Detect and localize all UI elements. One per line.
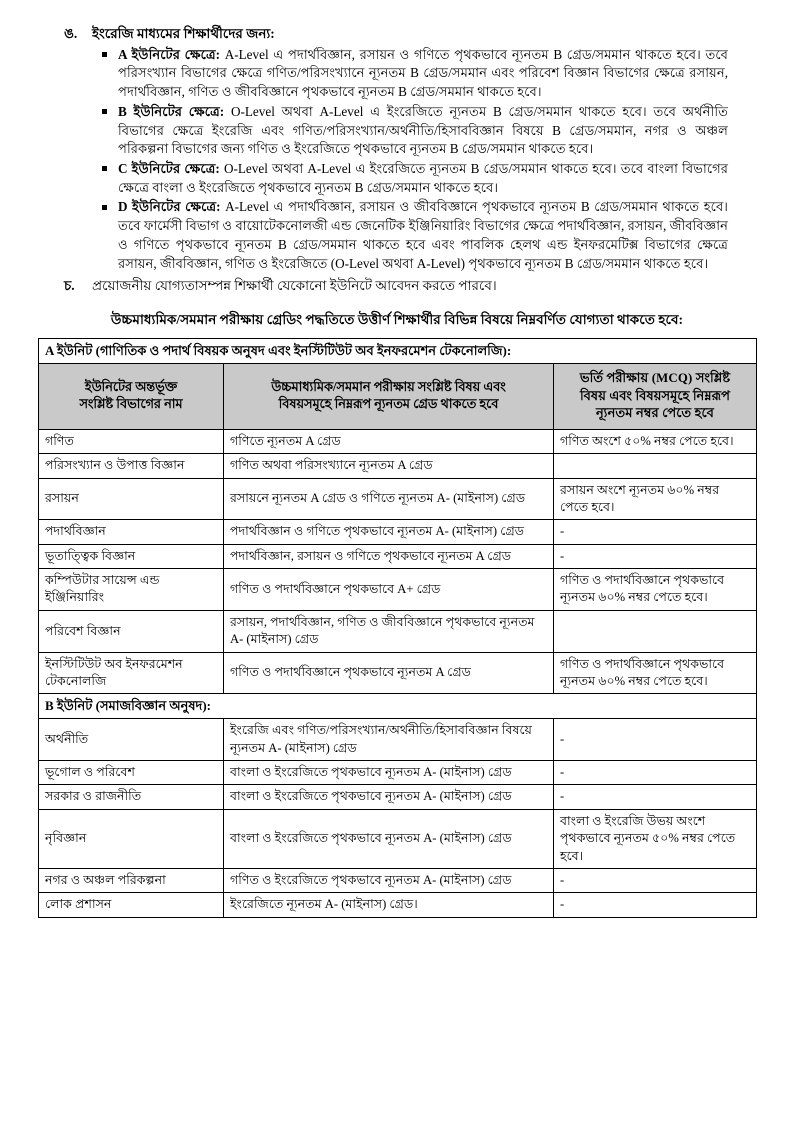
cell-department: লোক প্রশাসন	[39, 893, 224, 917]
unit-b-banner: B ইউনিট (সমাজবিজ্ঞান অনুষদ):	[39, 694, 757, 719]
unit-a-banner: A ইউনিট (গাণিতিক ও পদার্থ বিষয়ক অনুষদ এবং ইনস্টিটিউট অব ইনফরমেশন টেকনোলজি):	[39, 338, 757, 363]
cell-department: ভূগোল ও পরিবেশ	[39, 761, 224, 785]
cell-department: পরিসংখ্যান ও উপাত্ত বিজ্ঞান	[39, 454, 224, 478]
cell-mcq	[554, 454, 757, 478]
table-row	[39, 761, 757, 785]
cell-hsc: ইংরেজিতে ন্যূনতম A- (মাইনাস) গ্রেড।	[224, 893, 554, 917]
cell-department: রসায়ন	[39, 478, 224, 520]
outline-heading-1: প্রয়োজনীয় যোগ্যতাসম্পন্ন শিক্ষার্থী যেকোনো ইউনিটে আবেদন করতে পারবে।	[92, 278, 497, 294]
cell-hsc: গণিত ও পদার্থবিজ্ঞানে পৃথকভাবে ন্যূনতম A গ্রেড	[224, 652, 554, 694]
bullet-body-c: O-Level অথবা A-Level এ ইংরেজিতে ন্যূনতম B গ্রেড/সমমান থাকতে হবে। তবে বাংলা বিভাগের ক্ষেত্রে বাংলা ও ইংরেজিতে পৃথকভাবে ন্যূনতম B গ্রেড/সমমান থাকতে হবে।	[118, 160, 729, 195]
cell-mcq	[554, 610, 757, 652]
column-header-department	[39, 363, 224, 429]
table-row	[39, 544, 757, 568]
bullet-label-b: B ইউনিটের ক্ষেত্রে:	[118, 103, 225, 119]
cell-department: পরিবেশ বিজ্ঞান	[39, 610, 224, 652]
bullet-label-a: A ইউনিটের ক্ষেত্রে:	[118, 46, 221, 62]
cell-department: গণিত	[39, 429, 224, 453]
cell-hsc: গণিতে ন্যূনতম A গ্রেড	[224, 429, 554, 453]
bullet-text-a	[118, 46, 756, 102]
table-row	[39, 868, 757, 892]
eligibility-table	[38, 338, 757, 918]
cell-hsc: রসায়ন, পদার্থবিজ্ঞান, গণিত ও জীববিজ্ঞানে পৃথকভাবে ন্যূনতম A- (মাইনাস) গ্রেড	[224, 610, 554, 652]
table-row	[39, 429, 757, 453]
column-header-department-line2: সংশ্লিষ্ট বিভাগের নাম	[79, 397, 183, 412]
outline-heading-0: ইংরেজি মাধ্যমের শিক্ষার্থীদের জন্য:	[92, 26, 275, 41]
cell-hsc: বাংলা ও ইংরেজিতে পৃথকভাবে ন্যূনতম A- (মাইনাস) গ্রেড	[224, 809, 554, 868]
cell-department: কম্পিউটার সায়েন্স এন্ড ইঞ্জিনিয়ারিং	[39, 569, 224, 611]
cell-mcq: রসায়ন অংশে ন্যূনতম ৬০% নম্বর পেতে হবে।	[554, 478, 757, 520]
cell-department: পদার্থবিজ্ঞান	[39, 520, 224, 544]
bullet-body-b: O-Level অথবা A-Level এ ইংরেজিতে ন্যূনতম B গ্রেড/সমমান থাকতে হবে। তবে অর্থনীতি বিভাগের ক্ষেত্রে ইংরেজি এবং গণিত/পরিসংখ্যান/অর্থনীতি/হিসাববিজ্ঞান বিষয়ে B গ্রেড/সমমান, নগর ও অঞ্চল পরিকল্পনা বিভাগের জন্য গণিত ও ইংরেজিতে পৃথকভাবে ন্যূনতম B গ্রেড/সমমান থাকতে হবে।	[118, 103, 728, 157]
cell-hsc: বাংলা ও ইংরেজিতে পৃথকভাবে ন্যূনতম A- (মাইনাস) গ্রেড	[224, 785, 554, 809]
column-header-hsc-line2: বিষয়সমূহে নিম্নরূপ ন্যূনতম গ্রেড থাকতে হবে	[278, 397, 499, 412]
column-header-mcq-line1: ভর্তি পরীক্ষায় (MCQ) সংশ্লিষ্ট	[579, 370, 731, 385]
column-header-hsc	[224, 363, 554, 429]
square-bullet-icon	[38, 160, 118, 177]
outline-list	[38, 24, 756, 296]
list-item	[38, 198, 756, 273]
table-row	[39, 520, 757, 544]
table-row	[39, 478, 757, 520]
cell-department: ইনস্টিটিউট অব ইনফরমেশন টেকনোলজি	[39, 652, 224, 694]
bullet-text-d	[118, 198, 756, 273]
cell-hsc: গণিত ও পদার্থবিজ্ঞানে পৃথকভাবে A+ গ্রেড	[224, 569, 554, 611]
unit-b-banner-row	[39, 694, 757, 719]
column-header-mcq	[554, 363, 757, 429]
bullet-label-d: D ইউনিটের ক্ষেত্রে:	[118, 199, 221, 215]
cell-mcq: গণিত অংশে ৫০% নম্বর পেতে হবে।	[554, 429, 757, 453]
cell-mcq: -	[554, 544, 757, 568]
square-bullet-icon	[38, 103, 118, 120]
cell-hsc: বাংলা ও ইংরেজিতে পৃথকভাবে ন্যূনতম A- (মাইনাস) গ্রেড	[224, 761, 554, 785]
cell-mcq: -	[554, 719, 757, 761]
bullet-text-c	[118, 160, 756, 197]
cell-department: সরকার ও রাজনীতি	[39, 785, 224, 809]
unit-a-banner-row	[39, 338, 757, 363]
table-row	[39, 652, 757, 694]
bullet-label-c: C ইউনিটের ক্ষেত্রে:	[118, 160, 220, 176]
table-row	[39, 719, 757, 761]
cell-hsc: ইংরেজি এবং গণিত/পরিসংখ্যান/অর্থনীতি/হিসাববিজ্ঞান বিষয়ে ন্যূনতম A- (মাইনাস) গ্রেড	[224, 719, 554, 761]
cell-mcq: বাংলা ও ইংরেজি উভয় অংশে পৃথকভাবে ন্যূনতম ৫০% নম্বর পেতে হবে।	[554, 809, 757, 868]
cell-mcq: -	[554, 893, 757, 917]
column-header-mcq-line3: ন্যূনতম নম্বর পেতে হবে	[596, 406, 714, 421]
cell-hsc: পদার্থবিজ্ঞান ও গণিতে পৃথকভাবে ন্যূনতম A- (মাইনাস) গ্রেড	[224, 520, 554, 544]
list-item	[38, 160, 756, 197]
cell-hsc: রসায়নে ন্যূনতম A গ্রেড ও গণিতে ন্যূনতম A- (মাইনাস) গ্রেড	[224, 478, 554, 520]
cell-department: অর্থনীতি	[39, 719, 224, 761]
cell-department: ভূতাত্ত্বিক বিজ্ঞান	[39, 544, 224, 568]
table-header-row	[39, 363, 757, 429]
square-bullet-icon	[38, 198, 118, 215]
outline-marker-0: ঙ.	[64, 26, 78, 41]
table-row	[39, 454, 757, 478]
outline-item-0	[38, 24, 756, 44]
column-header-mcq-line2: বিষয় এবং বিষয়সমূহে নিম্নরূপ	[579, 388, 731, 403]
outline-marker-1: চ.	[64, 278, 75, 294]
bullet-body-d: A-Level এ পদার্থবিজ্ঞান, রসায়ন ও জীববিজ্ঞানে পৃথকভাবে ন্যূনতম B গ্রেড/সমমান থাকতে হবে। তবে ফার্মেসী বিভাগ ও বায়োটেকনোলজী এন্ড জেনেটিক ইঞ্জিনিয়ারিং বিভাগের ক্ষেত্রে পদার্থবিজ্ঞান, রসায়ন, জীববিজ্ঞান ও গণিতে পৃথকভাবে ন্যূনতম B গ্রেড/সমমান থাকতে হবে এবং পাবলিক হেলথ এন্ড ইনফরমেটিক্স বিভাগের ক্ষেত্রে রসায়ন, জীববিজ্ঞান, গণিত ও ইংরেজিতে (O-Level অথবা A-Level) পৃথকভাবে ন্যূনতম B গ্রেড/সমমান থাকতে হবে।	[118, 199, 729, 271]
cell-department: নগর ও অঞ্চল পরিকল্পনা	[39, 868, 224, 892]
bullet-text-b	[118, 103, 756, 159]
cell-mcq: -	[554, 868, 757, 892]
square-bullet-icon	[38, 46, 118, 63]
column-header-hsc-line1: উচ্চমাধ্যমিক/সমমান পরীক্ষায় সংশ্লিষ্ট বিষয় এবং	[271, 379, 506, 394]
table-row	[39, 610, 757, 652]
cell-mcq: -	[554, 785, 757, 809]
cell-hsc: পদার্থবিজ্ঞান, রসায়ন ও গণিতে পৃথকভাবে ন্যূনতম A গ্রেড	[224, 544, 554, 568]
cell-mcq: গণিত ও পদার্থবিজ্ঞানে পৃথকভাবে ন্যূনতম ৬০% নম্বর পেতে হবে।	[554, 569, 757, 611]
cell-mcq: গণিত ও পদার্থবিজ্ঞানে পৃথকভাবে ন্যূনতম ৬০% নম্বর পেতে হবে।	[554, 652, 757, 694]
cell-mcq: -	[554, 520, 757, 544]
cell-hsc: গণিত ও ইংরেজিতে পৃথকভাবে ন্যূনতম A- (মাইনাস) গ্রেড	[224, 868, 554, 892]
cell-hsc: গণিত অথবা পরিসংখ্যানে ন্যূনতম A গ্রেড	[224, 454, 554, 478]
page-title: উচ্চমাধ্যমিক/সমমান পরীক্ষায় গ্রেডিং পদ্ধতিতে উত্তীর্ণ শিক্ষার্থীর বিভিন্ন বিষয়ে নিম্নবর্ণিত যোগ্যতা থাকতে হবে:	[110, 311, 684, 327]
table-row	[39, 893, 757, 917]
list-item	[38, 46, 756, 102]
cell-mcq: -	[554, 761, 757, 785]
table-row	[39, 785, 757, 809]
list-item	[38, 103, 756, 159]
table-row	[39, 569, 757, 611]
sublist-unit-requirements	[38, 46, 756, 274]
cell-department: নৃবিজ্ঞান	[39, 809, 224, 868]
table-row	[39, 809, 757, 868]
column-header-department-line1: ইউনিটের অন্তর্ভূক্ত	[84, 379, 178, 394]
bullet-body-a: A-Level এ পদার্থবিজ্ঞান, রসায়ন ও গণিতে পৃথকভাবে ন্যূনতম B গ্রেড/সমমান থাকতে হবে। তবে পরিসংখ্যান বিভাগের ক্ষেত্রে গণিত/পরিসংখ্যানে ন্যূনতম B গ্রেড/সমমান এবং পরিবেশ বিজ্ঞান বিভাগের ক্ষেত্রে রসায়ন, পদার্থবিজ্ঞান, গণিত ও জীববিজ্ঞানে পৃথকভাবে ন্যূনতম B গ্রেড/সমমান থাকতে হবে।	[118, 46, 728, 100]
outline-item-1	[38, 276, 756, 296]
